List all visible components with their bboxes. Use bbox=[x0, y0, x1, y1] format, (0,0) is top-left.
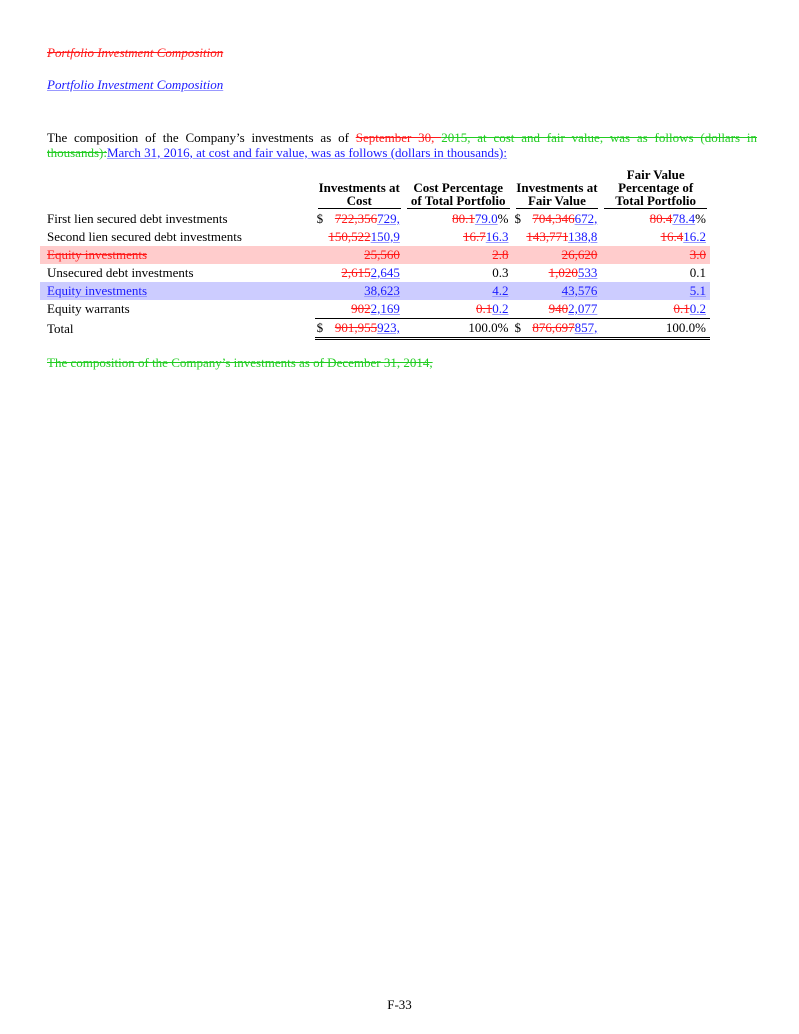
fv-cell: 1,020533 bbox=[548, 265, 598, 280]
total-cost-pct-cell: 100.0% bbox=[404, 319, 513, 339]
fv-pct-cell: 80.478.4% bbox=[649, 211, 706, 226]
row-label: Equity warrants bbox=[47, 301, 130, 317]
fv-pct-cell: 3.0 bbox=[689, 247, 706, 262]
cost-cell: 150,522150,9 bbox=[328, 229, 400, 244]
deleted-note: The composition of the Company’s investments as of December 31, 2014, bbox=[47, 355, 433, 370]
total-fv-pct-cell: 100.0% bbox=[601, 319, 710, 339]
header-fair-value-percentage: Fair Value Percentage of Total Portfolio bbox=[601, 168, 710, 210]
cost-cell: 9022,169 bbox=[351, 301, 400, 316]
fv-pct-cell: 0.10.2 bbox=[673, 301, 706, 316]
cost-pct-cell: 2.8 bbox=[492, 247, 509, 262]
fv-pct-cell: 5.1 bbox=[689, 283, 706, 298]
table-row bbox=[40, 210, 710, 228]
intro-deleted-text: 2015, at cost and fair value, was as follows (dollars in thousands): bbox=[47, 130, 758, 160]
cost-cell: 25,560 bbox=[364, 247, 400, 262]
investment-composition-table bbox=[40, 168, 710, 340]
currency-symbol: $ bbox=[514, 211, 521, 226]
row-label: Unsecured debt investments bbox=[47, 265, 194, 280]
inserted-heading: Portfolio Investment Composition bbox=[47, 77, 224, 92]
header-investments-at-cost: Investments at Cost bbox=[318, 180, 400, 208]
table-row-deleted bbox=[40, 246, 710, 264]
fv-pct-cell: 0.1 bbox=[689, 265, 706, 280]
header-investments-at-fair-value: Investments at Fair Value bbox=[516, 180, 598, 208]
row-label: First lien secured debt investments bbox=[47, 211, 228, 226]
row-label: Second lien secured debt investments bbox=[47, 229, 242, 244]
table-row bbox=[40, 264, 710, 282]
intro-deleted-date: September 30, bbox=[355, 130, 442, 145]
fv-cell: 43,576 bbox=[561, 283, 598, 298]
fv-cell: 704,346672, bbox=[532, 211, 598, 226]
total-label: Total bbox=[47, 320, 74, 336]
intro-paragraph bbox=[47, 130, 757, 160]
header-cost-percentage: Cost Percentage of Total Portfolio bbox=[404, 168, 513, 210]
table-total-row bbox=[40, 319, 710, 339]
fv-pct-cell: 16.416.2 bbox=[660, 229, 706, 244]
cost-cell: 2,6152,645 bbox=[341, 265, 400, 280]
cost-cell: 722,356729, bbox=[334, 211, 400, 226]
cost-pct-cell: 4.2 bbox=[492, 283, 509, 298]
currency-symbol: $ bbox=[316, 211, 324, 226]
fv-cell: 9402,077 bbox=[548, 301, 598, 316]
cost-pct-cell: 0.10.2 bbox=[476, 301, 509, 316]
table-row-inserted bbox=[40, 282, 710, 300]
cost-pct-cell: 16.716.3 bbox=[463, 229, 509, 244]
intro-inserted-text: March 31, 2016, at cost and fair value, was as follows (dollars in thousands): bbox=[106, 145, 507, 160]
page-number: F-33 bbox=[387, 997, 412, 1012]
cost-pct-cell: 80.179.0% bbox=[452, 211, 509, 226]
total-cost-cell: 901,955923, bbox=[328, 319, 404, 339]
cost-cell: 38,623 bbox=[364, 283, 400, 298]
intro-lead: The composition of the Company’s investments as of bbox=[47, 130, 356, 145]
deleted-heading: Portfolio Investment Composition bbox=[47, 45, 224, 60]
row-label: Equity investments bbox=[47, 283, 148, 298]
table-row bbox=[40, 300, 710, 319]
currency-symbol: $ bbox=[315, 319, 329, 339]
row-label: Equity investments bbox=[47, 247, 148, 262]
table-header-row bbox=[40, 168, 710, 210]
table-row bbox=[40, 228, 710, 246]
fv-cell: 143,771138,8 bbox=[526, 229, 598, 244]
currency-symbol: $ bbox=[513, 319, 527, 339]
cost-pct-cell: 0.3 bbox=[492, 265, 509, 280]
total-fv-cell: 876,697857, bbox=[526, 319, 601, 339]
fv-cell: 26,620 bbox=[561, 247, 598, 262]
